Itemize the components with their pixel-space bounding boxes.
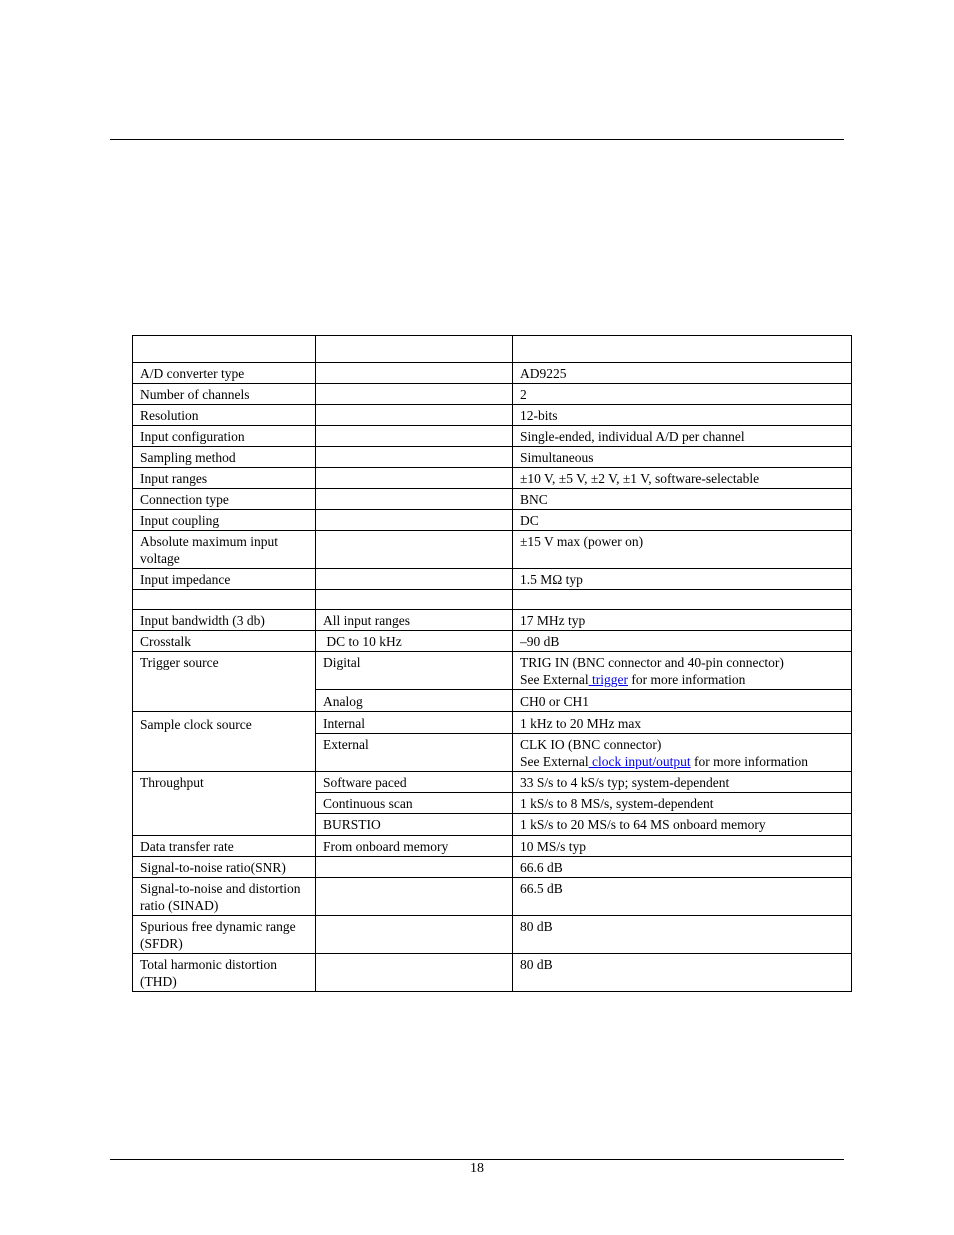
spec-line: CLK IO (BNC connector) [520,737,662,752]
condition-cell [316,384,513,405]
header-rule [110,139,844,140]
table-row-blank [133,590,852,610]
table-row [133,610,852,631]
specification-cell [513,652,852,690]
table-row [133,836,852,857]
specification-cell: Single-ended, individual A/D per channel [513,426,852,447]
specification-cell [513,590,852,610]
specification-cell: DC [513,510,852,531]
specification-cell: Simultaneous [513,447,852,468]
parameter-line: (SFDR) [140,936,183,951]
table-row [133,569,852,590]
condition-cell [316,916,513,954]
parameter-cell: Input bandwidth (3 db) [133,610,316,631]
condition-cell: DC to 10 kHz [316,631,513,652]
condition-cell [316,510,513,531]
parameter-cell: Input configuration [133,426,316,447]
analog-input-spec-table [132,335,852,992]
table-header-row [133,336,852,363]
specification-cell: 17 MHz typ [513,610,852,631]
parameter-line: ratio (SINAD) [140,898,219,913]
spec-line-prefix: See External [520,672,589,687]
table-row [133,468,852,489]
parameter-cell [133,916,316,954]
table-row [133,405,852,426]
table-row [133,447,852,468]
parameter-cell [133,878,316,916]
table-row [133,772,852,793]
parameter-cell: Input impedance [133,569,316,590]
footer-rule [110,1159,844,1160]
parameter-line: voltage [140,551,180,566]
parameter-line: Total harmonic distortion [140,957,278,972]
specification-cell: 1 kS/s to 20 MS/s to 64 MS onboard memory [513,814,852,836]
specification-cell: 66.6 dB [513,857,852,878]
parameter-cell: Trigger source [133,652,316,712]
parameter-cell: Input ranges [133,468,316,489]
parameter-cell: Sample clock source [133,712,316,772]
specification-cell: 1 kS/s to 8 MS/s, system-dependent [513,793,852,814]
condition-cell [316,489,513,510]
parameter-cell: A/D converter type [133,363,316,384]
condition-cell [316,426,513,447]
parameter-cell: Crosstalk [133,631,316,652]
specification-cell: 33 S/s to 4 kS/s typ; system-dependent [513,772,852,793]
parameter-cell [133,531,316,569]
table-row [133,878,852,916]
parameter-cell: Resolution [133,405,316,426]
table-row [133,531,852,569]
parameter-cell: Number of channels [133,384,316,405]
condition-cell: Software paced [316,772,513,793]
parameter-cell: Connection type [133,489,316,510]
condition-cell: Analog [316,690,513,712]
parameter-cell: Signal-to-noise ratio(SNR) [133,857,316,878]
specification-cell: –90 dB [513,631,852,652]
table-row [133,363,852,384]
table-row [133,384,852,405]
table-row [133,712,852,734]
specification-cell: ±15 V max (power on) [513,531,852,569]
specification-cell: 10 MS/s typ [513,836,852,857]
condition-cell [316,447,513,468]
condition-cell: All input ranges [316,610,513,631]
page-number: 18 [470,1161,484,1176]
condition-cell: Digital [316,652,513,690]
specification-cell: 66.5 dB [513,878,852,916]
specification-cell: 1 kHz to 20 MHz max [513,712,852,734]
specification-cell: 80 dB [513,916,852,954]
spec-line: TRIG IN (BNC connector and 40-pin connector) [520,655,784,670]
condition-cell [316,569,513,590]
parameter-line: Absolute maximum input [140,534,278,549]
condition-cell [316,954,513,992]
condition-cell [316,468,513,489]
table-row [133,652,852,690]
condition-cell [316,590,513,610]
condition-cell: Internal [316,712,513,734]
specification-cell: BNC [513,489,852,510]
table-row [133,510,852,531]
trigger-link[interactable]: trigger [588,672,628,687]
parameter-line: (THD) [140,974,177,989]
spec-line-suffix: for more information [627,672,746,687]
table-row [133,426,852,447]
condition-cell: External [316,734,513,772]
table-row [133,954,852,992]
header-cell-specification [513,336,852,363]
specification-cell: 2 [513,384,852,405]
condition-cell: BURSTIO [316,814,513,836]
parameter-cell: Sampling method [133,447,316,468]
parameter-cell: Data transfer rate [133,836,316,857]
specification-cell [513,734,852,772]
condition-cell [316,531,513,569]
parameter-cell [133,590,316,610]
header-cell-parameter [133,336,316,363]
header-cell-condition [316,336,513,363]
specification-cell: AD9225 [513,363,852,384]
table-row [133,631,852,652]
parameter-line: Spurious free dynamic range [140,919,296,934]
specification-cell: CH0 or CH1 [513,690,852,712]
parameter-line: Signal-to-noise and distortion [140,881,301,896]
spec-line-suffix: for more information [690,754,808,769]
condition-cell [316,878,513,916]
condition-cell: From onboard memory [316,836,513,857]
parameter-cell [133,954,316,992]
condition-cell [316,363,513,384]
spec-line-prefix: See External [520,754,589,769]
specification-cell: ±10 V, ±5 V, ±2 V, ±1 V, software-selectable [513,468,852,489]
condition-cell [316,857,513,878]
clock-input-output-link[interactable]: clock input/output [588,754,691,769]
parameter-cell: Throughput [133,772,316,836]
table-row [133,489,852,510]
table-row [133,916,852,954]
specification-cell: 1.5 MΩ typ [513,569,852,590]
condition-cell [316,405,513,426]
table-row [133,857,852,878]
specification-cell: 12-bits [513,405,852,426]
parameter-cell: Input coupling [133,510,316,531]
condition-cell: Continuous scan [316,793,513,814]
specification-cell: 80 dB [513,954,852,992]
